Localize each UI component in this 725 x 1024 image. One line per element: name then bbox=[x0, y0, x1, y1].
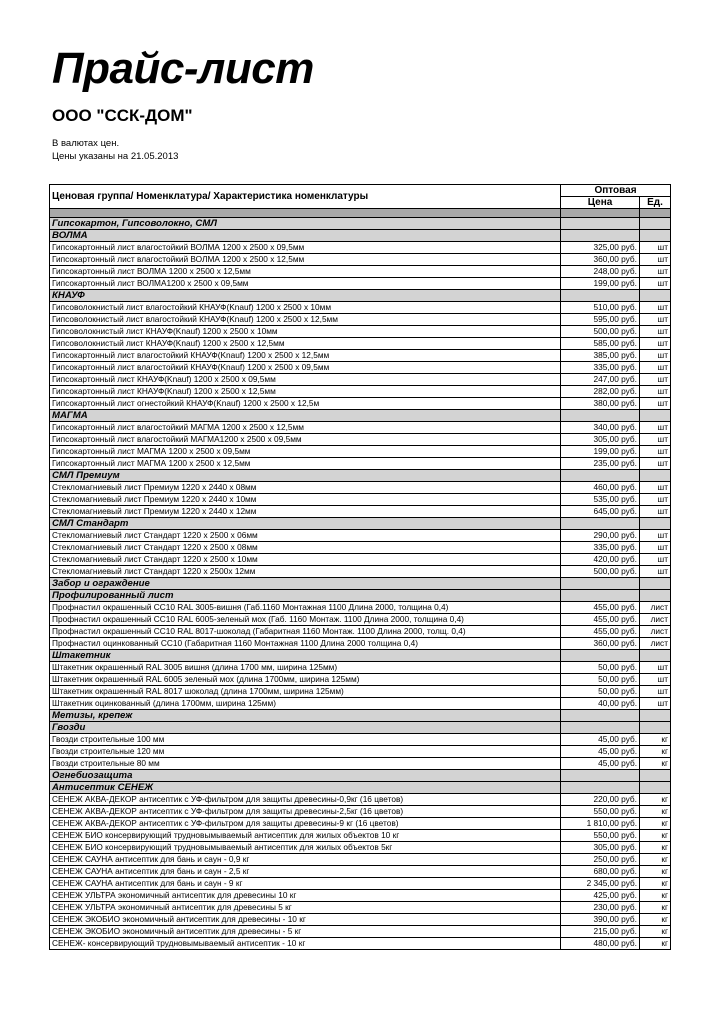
item-price: 455,00 руб. bbox=[561, 614, 640, 626]
item-name: Штакетник окрашенный RAL 8017 шоколад (длина 1700мм, ширина 125мм) bbox=[50, 686, 561, 698]
group-row bbox=[50, 782, 671, 794]
table-row bbox=[50, 374, 671, 386]
group-price-cell bbox=[561, 782, 640, 794]
header-separator bbox=[50, 209, 671, 218]
item-unit: шт bbox=[640, 662, 671, 674]
group-price-cell bbox=[561, 590, 640, 602]
item-unit: шт bbox=[640, 314, 671, 326]
item-unit: кг bbox=[640, 938, 671, 950]
table-row bbox=[50, 530, 671, 542]
item-name: Гвозди строительные 120 мм bbox=[50, 746, 561, 758]
item-unit: кг bbox=[640, 758, 671, 770]
group-price-cell bbox=[561, 650, 640, 662]
group-row bbox=[50, 410, 671, 422]
item-price: 235,00 руб. bbox=[561, 458, 640, 470]
item-name: Штакетник окрашенный RAL 6005 зеленый мох (длина 1700мм, ширина 125мм) bbox=[50, 674, 561, 686]
item-name: Стекломагниевый лист Премиум 1220 х 2440 х 12мм bbox=[50, 506, 561, 518]
group-price-cell bbox=[561, 470, 640, 482]
group-row bbox=[50, 518, 671, 530]
group-price-cell bbox=[561, 518, 640, 530]
group-price-cell bbox=[561, 410, 640, 422]
item-price: 385,00 руб. bbox=[561, 350, 640, 362]
item-price: 325,00 руб. bbox=[561, 242, 640, 254]
item-name: СЕНЕЖ УЛЬТРА экономичный антисептик для древесины 5 кг bbox=[50, 902, 561, 914]
item-unit: шт bbox=[640, 542, 671, 554]
item-price: 460,00 руб. bbox=[561, 482, 640, 494]
group-name: Профилированный лист bbox=[50, 590, 561, 602]
column-header-nomenclature: Ценовая группа/ Номенклатура/ Характеристика номенклатуры bbox=[50, 185, 561, 209]
item-price: 535,00 руб. bbox=[561, 494, 640, 506]
group-name: СМЛ Премиум bbox=[50, 470, 561, 482]
item-price: 1 810,00 руб. bbox=[561, 818, 640, 830]
group-name: Метизы, крепеж bbox=[50, 710, 561, 722]
item-price: 645,00 руб. bbox=[561, 506, 640, 518]
group-unit-cell bbox=[640, 590, 671, 602]
table-row bbox=[50, 806, 671, 818]
group-unit-cell bbox=[640, 710, 671, 722]
group-unit-cell bbox=[640, 410, 671, 422]
table-row bbox=[50, 506, 671, 518]
item-unit: шт bbox=[640, 398, 671, 410]
item-name: Гипсоволокнистый лист влагостойкий КНАУФ(Knauf) 1200 х 2500 х 12,5мм bbox=[50, 314, 561, 326]
item-unit: кг bbox=[640, 926, 671, 938]
item-unit: шт bbox=[640, 554, 671, 566]
table-row bbox=[50, 434, 671, 446]
company-name: ООО "ССК-ДОМ" bbox=[52, 106, 193, 125]
item-price: 45,00 руб. bbox=[561, 758, 640, 770]
item-unit: шт bbox=[640, 458, 671, 470]
group-unit-cell bbox=[640, 650, 671, 662]
group-price-cell bbox=[561, 218, 640, 230]
table-header-row bbox=[50, 185, 671, 197]
date-note: Цены указаны на 21.05.2013 bbox=[52, 151, 179, 162]
item-price: 500,00 руб. bbox=[561, 326, 640, 338]
group-price-cell bbox=[561, 710, 640, 722]
item-name: Профнастил окрашенный СС10 RAL 6005-зеленый мох (Габ. 1160 Монтаж. 1100 Длина 2000, толщина 0,4) bbox=[50, 614, 561, 626]
table-row bbox=[50, 446, 671, 458]
item-name: Профнастил оцинкованный СС10 (Габаритная 1160 Монтажная 1100 Длина 2000 толщина 0,4) bbox=[50, 638, 561, 650]
item-unit: шт bbox=[640, 254, 671, 266]
item-name: СЕНЕЖ САУНА антисептик для бань и саун - 0,9 кг bbox=[50, 854, 561, 866]
item-name: Штакетник окрашенный RAL 3005 вишня (длина 1700 мм, ширина 125мм) bbox=[50, 662, 561, 674]
table-row bbox=[50, 422, 671, 434]
item-name: Стекломагниевый лист Премиум 1220 х 2440 х 08мм bbox=[50, 482, 561, 494]
item-name: Гвозди строительные 100 мм bbox=[50, 734, 561, 746]
table-row bbox=[50, 686, 671, 698]
item-unit: кг bbox=[640, 794, 671, 806]
item-name: СЕНЕЖ ЭКОБИО экономичный антисептик для древесины - 10 кг bbox=[50, 914, 561, 926]
table-row bbox=[50, 878, 671, 890]
separator-cell bbox=[561, 209, 640, 218]
item-price: 550,00 руб. bbox=[561, 830, 640, 842]
group-name: Гипсокартон, Гипсоволокно, СМЛ bbox=[50, 218, 561, 230]
item-name: Стекломагниевый лист Стандарт 1220 х 2500 х 10мм bbox=[50, 554, 561, 566]
item-unit: шт bbox=[640, 674, 671, 686]
group-name: Штакетник bbox=[50, 650, 561, 662]
item-price: 510,00 руб. bbox=[561, 302, 640, 314]
group-price-cell bbox=[561, 770, 640, 782]
currency-note: В валютах цен. bbox=[52, 138, 120, 149]
group-name: Гвозди bbox=[50, 722, 561, 734]
table-row bbox=[50, 758, 671, 770]
item-unit: шт bbox=[640, 482, 671, 494]
table-row bbox=[50, 890, 671, 902]
item-name: Гипсоволокнистый лист КНАУФ(Knauf) 1200 х 2500 х 10мм bbox=[50, 326, 561, 338]
table-row bbox=[50, 554, 671, 566]
table-row bbox=[50, 494, 671, 506]
item-name: Гипсокартонный лист влагостойкий КНАУФ(Knauf) 1200 х 2500 х 09,5мм bbox=[50, 362, 561, 374]
group-row bbox=[50, 218, 671, 230]
item-unit: шт bbox=[640, 422, 671, 434]
item-name: Гипсокартонный лист влагостойкий ВОЛМА 1200 х 2500 х 09,5мм bbox=[50, 242, 561, 254]
item-unit: кг bbox=[640, 854, 671, 866]
table-row bbox=[50, 398, 671, 410]
item-name: Гипсоволокнистый лист КНАУФ(Knauf) 1200 х 2500 х 12,5мм bbox=[50, 338, 561, 350]
item-unit: лист bbox=[640, 614, 671, 626]
group-unit-cell bbox=[640, 218, 671, 230]
item-unit: шт bbox=[640, 302, 671, 314]
item-unit: кг bbox=[640, 830, 671, 842]
item-price: 360,00 руб. bbox=[561, 254, 640, 266]
item-name: Гипсокартонный лист ВОЛМА 1200 х 2500 х 12,5мм bbox=[50, 266, 561, 278]
item-name: Гипсокартонный лист влагостойкий КНАУФ(Knauf) 1200 х 2500 х 12,5мм bbox=[50, 350, 561, 362]
item-unit: шт bbox=[640, 686, 671, 698]
item-price: 340,00 руб. bbox=[561, 422, 640, 434]
group-row bbox=[50, 290, 671, 302]
item-price: 50,00 руб. bbox=[561, 662, 640, 674]
table-row bbox=[50, 794, 671, 806]
price-table bbox=[49, 184, 671, 950]
table-row bbox=[50, 482, 671, 494]
item-name: Гипсоволокнистый лист влагостойкий КНАУФ(Knauf) 1200 х 2500 х 10мм bbox=[50, 302, 561, 314]
item-price: 380,00 руб. bbox=[561, 398, 640, 410]
table-row bbox=[50, 866, 671, 878]
item-unit: шт bbox=[640, 446, 671, 458]
item-unit: кг bbox=[640, 914, 671, 926]
table-row bbox=[50, 938, 671, 950]
group-price-cell bbox=[561, 230, 640, 242]
item-price: 220,00 руб. bbox=[561, 794, 640, 806]
group-unit-cell bbox=[640, 470, 671, 482]
table-row bbox=[50, 638, 671, 650]
table-row bbox=[50, 566, 671, 578]
column-header-unit: Ед. bbox=[640, 197, 671, 209]
item-unit: шт bbox=[640, 278, 671, 290]
item-price: 425,00 руб. bbox=[561, 890, 640, 902]
group-row bbox=[50, 230, 671, 242]
table-row bbox=[50, 386, 671, 398]
item-unit: кг bbox=[640, 734, 671, 746]
item-name: СЕНЕЖ БИО консервирующий трудновымываемый антисептик для жилых объектов 10 кг bbox=[50, 830, 561, 842]
separator-cell bbox=[640, 209, 671, 218]
item-price: 335,00 руб. bbox=[561, 362, 640, 374]
item-price: 480,00 руб. bbox=[561, 938, 640, 950]
group-name: ВОЛМА bbox=[50, 230, 561, 242]
item-price: 455,00 руб. bbox=[561, 626, 640, 638]
item-unit: шт bbox=[640, 494, 671, 506]
item-unit: кг bbox=[640, 890, 671, 902]
group-row bbox=[50, 470, 671, 482]
item-name: СЕНЕЖ АКВА-ДЕКОР антисептик с УФ-фильтром для защиты древесины-2,5кг (16 цветов) bbox=[50, 806, 561, 818]
table-row bbox=[50, 818, 671, 830]
item-unit: шт bbox=[640, 506, 671, 518]
item-name: Гипсокартонный лист КНАУФ(Knauf) 1200 х 2500 х 12,5мм bbox=[50, 386, 561, 398]
item-name: СЕНЕЖ САУНА антисептик для бань и саун - 9 кг bbox=[50, 878, 561, 890]
item-price: 390,00 руб. bbox=[561, 914, 640, 926]
item-unit: кг bbox=[640, 878, 671, 890]
item-price: 248,00 руб. bbox=[561, 266, 640, 278]
item-price: 335,00 руб. bbox=[561, 542, 640, 554]
item-unit: кг bbox=[640, 902, 671, 914]
item-name: Гвозди строительные 80 мм bbox=[50, 758, 561, 770]
group-unit-cell bbox=[640, 230, 671, 242]
item-name: Штакетник оцинкованный (длина 1700мм, ширина 125мм) bbox=[50, 698, 561, 710]
item-unit: кг bbox=[640, 746, 671, 758]
item-price: 680,00 руб. bbox=[561, 866, 640, 878]
item-price: 50,00 руб. bbox=[561, 674, 640, 686]
group-unit-cell bbox=[640, 290, 671, 302]
item-price: 2 345,00 руб. bbox=[561, 878, 640, 890]
group-row bbox=[50, 578, 671, 590]
item-name: СЕНЕЖ САУНА антисептик для бань и саун - 2,5 кг bbox=[50, 866, 561, 878]
item-unit: кг bbox=[640, 842, 671, 854]
group-price-cell bbox=[561, 578, 640, 590]
item-price: 550,00 руб. bbox=[561, 806, 640, 818]
item-name: СЕНЕЖ УЛЬТРА экономичный антисептик для древесины 10 кг bbox=[50, 890, 561, 902]
page-title: Прайс-лист bbox=[52, 44, 314, 93]
separator-cell bbox=[50, 209, 561, 218]
item-price: 305,00 руб. bbox=[561, 434, 640, 446]
item-name: Стекломагниевый лист Премиум 1220 х 2440 х 10мм bbox=[50, 494, 561, 506]
group-row bbox=[50, 770, 671, 782]
item-price: 585,00 руб. bbox=[561, 338, 640, 350]
table-row bbox=[50, 626, 671, 638]
item-unit: шт bbox=[640, 338, 671, 350]
group-name: МАГМА bbox=[50, 410, 561, 422]
table-row bbox=[50, 854, 671, 866]
group-name: Антисептик СЕНЕЖ bbox=[50, 782, 561, 794]
item-name: Гипсокартонный лист КНАУФ(Knauf) 1200 х 2500 х 09,5мм bbox=[50, 374, 561, 386]
column-header-price: Цена bbox=[561, 197, 640, 209]
table-row bbox=[50, 326, 671, 338]
item-price: 45,00 руб. bbox=[561, 746, 640, 758]
group-row bbox=[50, 590, 671, 602]
group-unit-cell bbox=[640, 770, 671, 782]
table-row bbox=[50, 830, 671, 842]
group-row bbox=[50, 650, 671, 662]
item-unit: лист bbox=[640, 638, 671, 650]
table-row bbox=[50, 842, 671, 854]
table-row bbox=[50, 350, 671, 362]
item-price: 290,00 руб. bbox=[561, 530, 640, 542]
item-price: 595,00 руб. bbox=[561, 314, 640, 326]
item-price: 360,00 руб. bbox=[561, 638, 640, 650]
item-price: 247,00 руб. bbox=[561, 374, 640, 386]
item-unit: шт bbox=[640, 434, 671, 446]
table-row bbox=[50, 302, 671, 314]
item-name: Стекломагниевый лист Стандарт 1220 х 2500 х 08мм bbox=[50, 542, 561, 554]
item-unit: шт bbox=[640, 566, 671, 578]
item-name: Профнастил окрашенный СС10 RAL 3005-вишня (Габ.1160 Монтажная 1100 Длина 2000, толщина 0,4) bbox=[50, 602, 561, 614]
group-name: СМЛ Стандарт bbox=[50, 518, 561, 530]
group-name: Забор и ограждение bbox=[50, 578, 561, 590]
item-unit: лист bbox=[640, 602, 671, 614]
price-table-body bbox=[50, 218, 671, 950]
item-name: Стекломагниевый лист Стандарт 1220 х 2500 х 06мм bbox=[50, 530, 561, 542]
item-name: Гипсокартонный лист ВОЛМА1200 х 2500 х 09,5мм bbox=[50, 278, 561, 290]
group-unit-cell bbox=[640, 782, 671, 794]
group-row bbox=[50, 710, 671, 722]
item-unit: шт bbox=[640, 326, 671, 338]
item-price: 215,00 руб. bbox=[561, 926, 640, 938]
item-price: 455,00 руб. bbox=[561, 602, 640, 614]
item-price: 45,00 руб. bbox=[561, 734, 640, 746]
table-row bbox=[50, 662, 671, 674]
item-name: Профнастил окрашенный СС10 RAL 8017-шоколад (Габаритная 1160 Монтаж. 1100 Длина 2000, толщ. 0,4) bbox=[50, 626, 561, 638]
item-name: Гипсокартонный лист влагостойкий МАГМА1200 х 2500 х 09,5мм bbox=[50, 434, 561, 446]
table-row bbox=[50, 338, 671, 350]
group-unit-cell bbox=[640, 518, 671, 530]
table-row bbox=[50, 458, 671, 470]
table-row bbox=[50, 242, 671, 254]
table-row bbox=[50, 314, 671, 326]
item-name: СЕНЕЖ АКВА-ДЕКОР антисептик с УФ-фильтром для защиты древесины-9 кг (16 цветов) bbox=[50, 818, 561, 830]
table-row bbox=[50, 254, 671, 266]
item-unit: шт bbox=[640, 242, 671, 254]
item-unit: шт bbox=[640, 698, 671, 710]
table-row bbox=[50, 674, 671, 686]
item-price: 40,00 руб. bbox=[561, 698, 640, 710]
item-price: 500,00 руб. bbox=[561, 566, 640, 578]
item-name: СЕНЕЖ АКВА-ДЕКОР антисептик с УФ-фильтром для защиты древесины-0,9кг (16 цветов) bbox=[50, 794, 561, 806]
group-price-cell bbox=[561, 722, 640, 734]
group-unit-cell bbox=[640, 578, 671, 590]
table-row bbox=[50, 614, 671, 626]
item-name: Стекломагниевый лист Стандарт 1220 х 2500х 12мм bbox=[50, 566, 561, 578]
item-name: Гипсокартонный лист МАГМА 1200 х 2500 х 12,5мм bbox=[50, 458, 561, 470]
item-price: 250,00 руб. bbox=[561, 854, 640, 866]
table-row bbox=[50, 914, 671, 926]
table-row bbox=[50, 734, 671, 746]
item-name: СЕНЕЖ БИО консервирующий трудновымываемый антисептик для жилых объектов 5кг bbox=[50, 842, 561, 854]
item-unit: шт bbox=[640, 530, 671, 542]
item-price: 199,00 руб. bbox=[561, 446, 640, 458]
item-price: 199,00 руб. bbox=[561, 278, 640, 290]
item-name: СЕНЕЖ- консервирующий трудновымываемый антисептик - 10 кг bbox=[50, 938, 561, 950]
item-unit: шт bbox=[640, 374, 671, 386]
item-name: Гипсокартонный лист влагостойкий МАГМА 1200 х 2500 х 12,5мм bbox=[50, 422, 561, 434]
item-unit: кг bbox=[640, 866, 671, 878]
item-name: Гипсокартонный лист огнестойкий КНАУФ(Knauf) 1200 х 2500 х 12,5м bbox=[50, 398, 561, 410]
table-row bbox=[50, 278, 671, 290]
item-price: 305,00 руб. bbox=[561, 842, 640, 854]
item-name: Гипсокартонный лист МАГМА 1200 х 2500 х 09,5мм bbox=[50, 446, 561, 458]
table-row bbox=[50, 362, 671, 374]
item-price: 282,00 руб. bbox=[561, 386, 640, 398]
item-unit: шт bbox=[640, 266, 671, 278]
group-row bbox=[50, 722, 671, 734]
item-unit: кг bbox=[640, 818, 671, 830]
table-row bbox=[50, 902, 671, 914]
item-name: СЕНЕЖ ЭКОБИО экономичный антисептик для древесины - 5 кг bbox=[50, 926, 561, 938]
group-name: Огнебиозащита bbox=[50, 770, 561, 782]
item-unit: шт bbox=[640, 362, 671, 374]
item-price: 420,00 руб. bbox=[561, 554, 640, 566]
item-unit: шт bbox=[640, 350, 671, 362]
table-row bbox=[50, 926, 671, 938]
group-name: КНАУФ bbox=[50, 290, 561, 302]
column-header-wholesale: Оптовая bbox=[561, 185, 671, 197]
item-price: 50,00 руб. bbox=[561, 686, 640, 698]
item-unit: лист bbox=[640, 626, 671, 638]
item-unit: шт bbox=[640, 386, 671, 398]
item-unit: кг bbox=[640, 806, 671, 818]
item-price: 230,00 руб. bbox=[561, 902, 640, 914]
group-price-cell bbox=[561, 290, 640, 302]
table-row bbox=[50, 746, 671, 758]
group-unit-cell bbox=[640, 722, 671, 734]
table-row bbox=[50, 698, 671, 710]
item-name: Гипсокартонный лист влагостойкий ВОЛМА 1200 х 2500 х 12,5мм bbox=[50, 254, 561, 266]
table-row bbox=[50, 602, 671, 614]
table-row bbox=[50, 266, 671, 278]
table-row bbox=[50, 542, 671, 554]
